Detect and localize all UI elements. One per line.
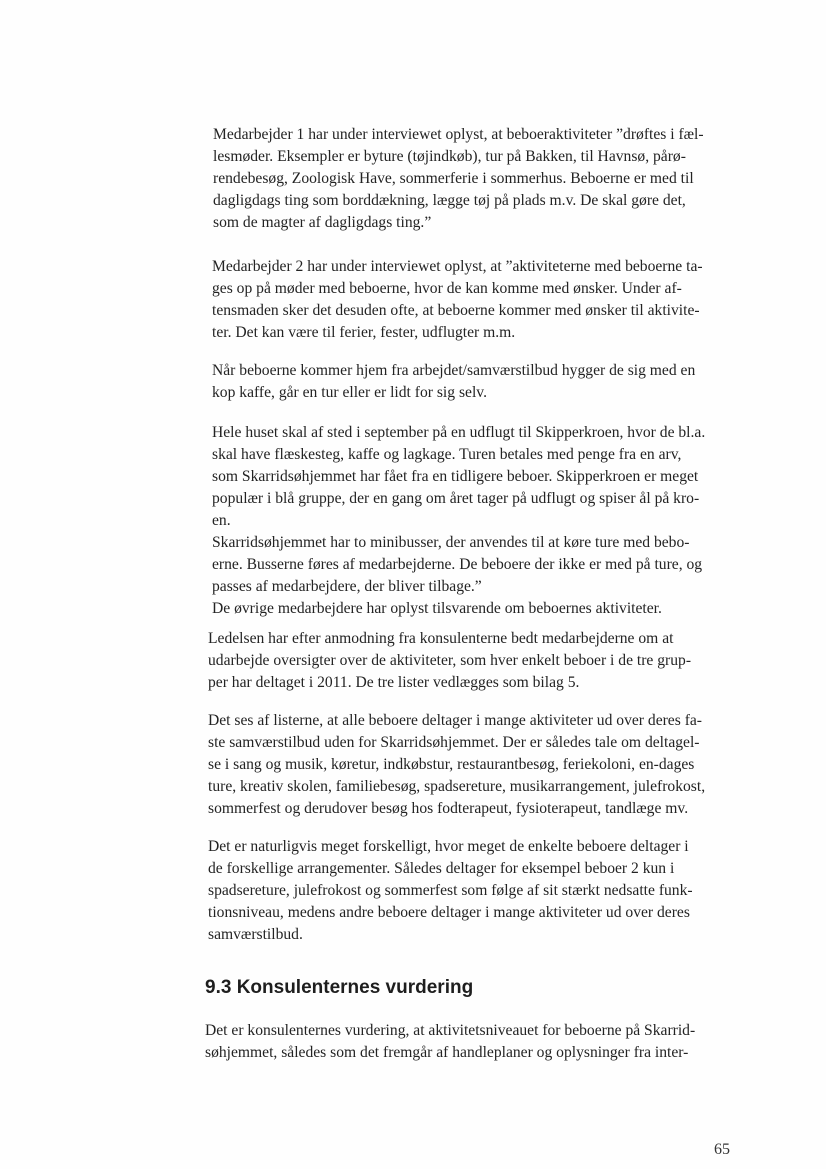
text-line: ges op på møder med beboerne, hvor de kan komme med ønsker. Under af- bbox=[212, 280, 682, 297]
text-line: de forskellige arrangementer. Således deltager for eksempel beboer 2 kun i bbox=[208, 860, 675, 877]
text-line: ste samværstilbud uden for Skarridsøhjemmet. Der er således tale om deltagel- bbox=[208, 734, 700, 751]
text-line: tionsniveau, medens andre beboere deltager i mange aktiviteter ud over deres bbox=[208, 904, 690, 921]
paragraph-after-work bbox=[212, 360, 695, 404]
text-line: ter. Det kan være til ferier, fester, udflugter m.m. bbox=[212, 324, 516, 341]
text-line: spadsereture, julefrokost og sommerfest som følge af sit stærkt nedsatte funk- bbox=[208, 882, 693, 899]
text-line: Når beboerne kommer hjem fra arbejdet/samværstilbud hygger de sig med en bbox=[212, 362, 696, 379]
text-line: Det er naturligvis meget forskelligt, hvor meget de enkelte beboere deltager i bbox=[208, 838, 689, 855]
text-line: Det er konsulenternes vurdering, at aktivitetsniveauet for beboerne på Skarrid- bbox=[205, 1022, 696, 1039]
text-line: som de magter af dagligdags ting.” bbox=[213, 214, 432, 231]
text-line: udarbejde oversigter over de aktiviteter, som hver enkelt beboer i de tre grup- bbox=[208, 652, 692, 669]
paragraph-assessment bbox=[205, 1020, 753, 1064]
text-line: en. bbox=[212, 512, 231, 529]
text-line: Det ses af listerne, at alle beboere deltager i mange aktiviteter ud over deres fa- bbox=[208, 712, 703, 729]
text-line: Medarbejder 1 har under interviewet oplyst, at beboeraktiviteter ”drøftes i fæl- bbox=[213, 126, 704, 143]
page-number: 65 bbox=[714, 1141, 730, 1158]
text-line: som Skarridsøhjemmet har fået fra en tidligere beboer. Skipperkroen er meget bbox=[212, 468, 699, 485]
text-line: dagligdags ting som borddækning, lægge tøj på plads m.v. De skal gøre det, bbox=[213, 192, 686, 209]
text-line: Medarbejder 2 har under interviewet oplyst, at ”aktiviteterne med beboerne ta- bbox=[212, 258, 703, 275]
text-line: tensmaden sker det desuden ofte, at beboerne kommer med ønsker til aktivite- bbox=[212, 302, 700, 319]
paragraph-employee-1 bbox=[213, 124, 704, 234]
text-line: ture, kreativ skolen, familiebesøg, spadsereture, musikarrangement, julefrokost, bbox=[208, 778, 706, 795]
text-line: rendebesøg, Zoologisk Have, sommerferie i sommerhus. Beboerne er med til bbox=[213, 170, 694, 187]
text-line: populær i blå gruppe, der en gang om året tager på udflugt og spiser ål på kro- bbox=[212, 490, 700, 507]
text-line: sommerfest og derudover besøg hos fodterapeut, fysioterapeut, tandlæge mv. bbox=[208, 800, 689, 817]
text-line: Hele huset skal af sted i september på en udflugt til Skipperkroen, hvor de bl.a. bbox=[212, 424, 706, 441]
text-line: lesmøder. Eksempler er byture (tøjindkøb), tur på Bakken, til Havnsø, pårø- bbox=[213, 148, 686, 165]
text-line: søhjemmet, således som det fremgår af handleplaner og oplysninger fra inter- bbox=[205, 1044, 689, 1061]
text-line: skal have flæskesteg, kaffe og lagkage. Turen betales med penge fra en arv, bbox=[212, 446, 682, 463]
text-line: samværstilbud. bbox=[208, 926, 303, 943]
text-line: se i sang og musik, køretur, indkøbstur, restaurantbesøg, feriekoloni, en-dages bbox=[208, 756, 695, 773]
paragraph-employee-2 bbox=[212, 256, 703, 344]
paragraph-lists bbox=[208, 710, 705, 820]
section-heading: 9.3 Konsulenternes vurdering bbox=[205, 977, 474, 998]
text-line: passes af medarbejdere, der bliver tilbage.” bbox=[212, 578, 482, 595]
paragraph-management bbox=[208, 628, 691, 694]
paragraph-excursion bbox=[212, 422, 705, 620]
text-line: Ledelsen har efter anmodning fra konsulenterne bedt medarbejderne om at bbox=[208, 630, 674, 647]
text-line: De øvrige medarbejdere har oplyst tilsvarende om beboernes aktiviteter. bbox=[212, 600, 662, 617]
text-line: kop kaffe, går en tur eller er lidt for sig selv. bbox=[212, 384, 487, 401]
text-line: per har deltaget i 2011. De tre lister vedlægges som bilag 5. bbox=[208, 674, 580, 691]
text-line: Skarridsøhjemmet har to minibusser, der anvendes til at køre ture med bebo- bbox=[212, 534, 690, 551]
text-line: erne. Busserne føres af medarbejderne. De beboere der ikke er med på ture, og bbox=[212, 556, 703, 573]
paragraph-participation bbox=[208, 836, 693, 946]
